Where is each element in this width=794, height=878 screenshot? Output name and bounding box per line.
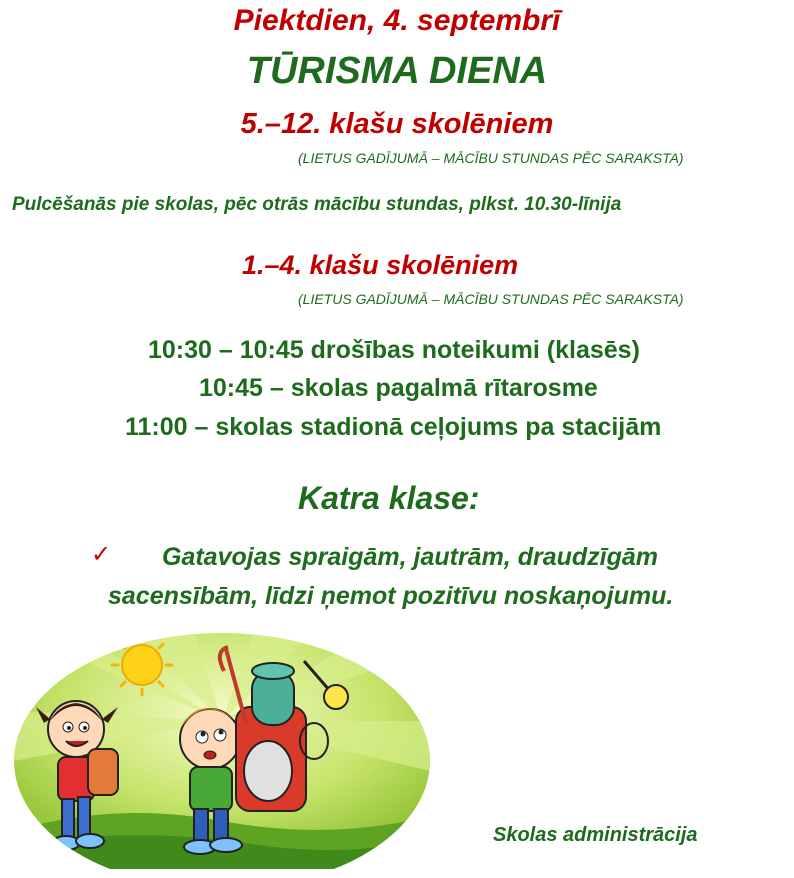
gathering-info: Pulcēšanās pie skolas, pēc otrās mācību stundas, plkst. 10.30-līnija xyxy=(12,194,622,215)
page-title: TŪRISMA DIENA xyxy=(246,50,548,92)
signature-text: Skolas administrācija xyxy=(493,824,698,846)
hiking-kids-illustration xyxy=(14,631,430,869)
schedule-item: 10:30 – 10:45 drošības noteikumi (klasēs) xyxy=(148,336,640,364)
older-grades-heading: 5.–12. klašu skolēniem xyxy=(240,108,554,140)
sun-icon xyxy=(112,635,172,695)
schedule-item: 11:00 – skolas stadionā ceļojums pa stacijām xyxy=(125,413,662,441)
event-date: Piektdien, 4. septembrī xyxy=(233,4,561,37)
younger-grades-rain-note: (LIETUS GADĪJUMĀ – MĀCĪBU STUNDAS PĒC SARAKSTA) xyxy=(298,291,684,307)
younger-grades-heading: 1.–4. klašu skolēniem xyxy=(242,250,519,280)
bullet-text-line-2: sacensībām, līdzi ņemot pozitīvu noskaņojumu. xyxy=(108,582,674,610)
schedule-item: 10:45 – skolas pagalmā rītarosme xyxy=(199,374,598,402)
checkmark-icon: ✓ xyxy=(91,541,112,568)
each-class-heading: Katra klase: xyxy=(298,480,480,516)
older-grades-rain-note: (LIETUS GADĪJUMĀ – MĀCĪBU STUNDAS PĒC SARAKSTA) xyxy=(298,150,684,166)
bullet-text-line-1: Gatavojas spraigām, jautrām, draudzīgām xyxy=(162,543,658,571)
